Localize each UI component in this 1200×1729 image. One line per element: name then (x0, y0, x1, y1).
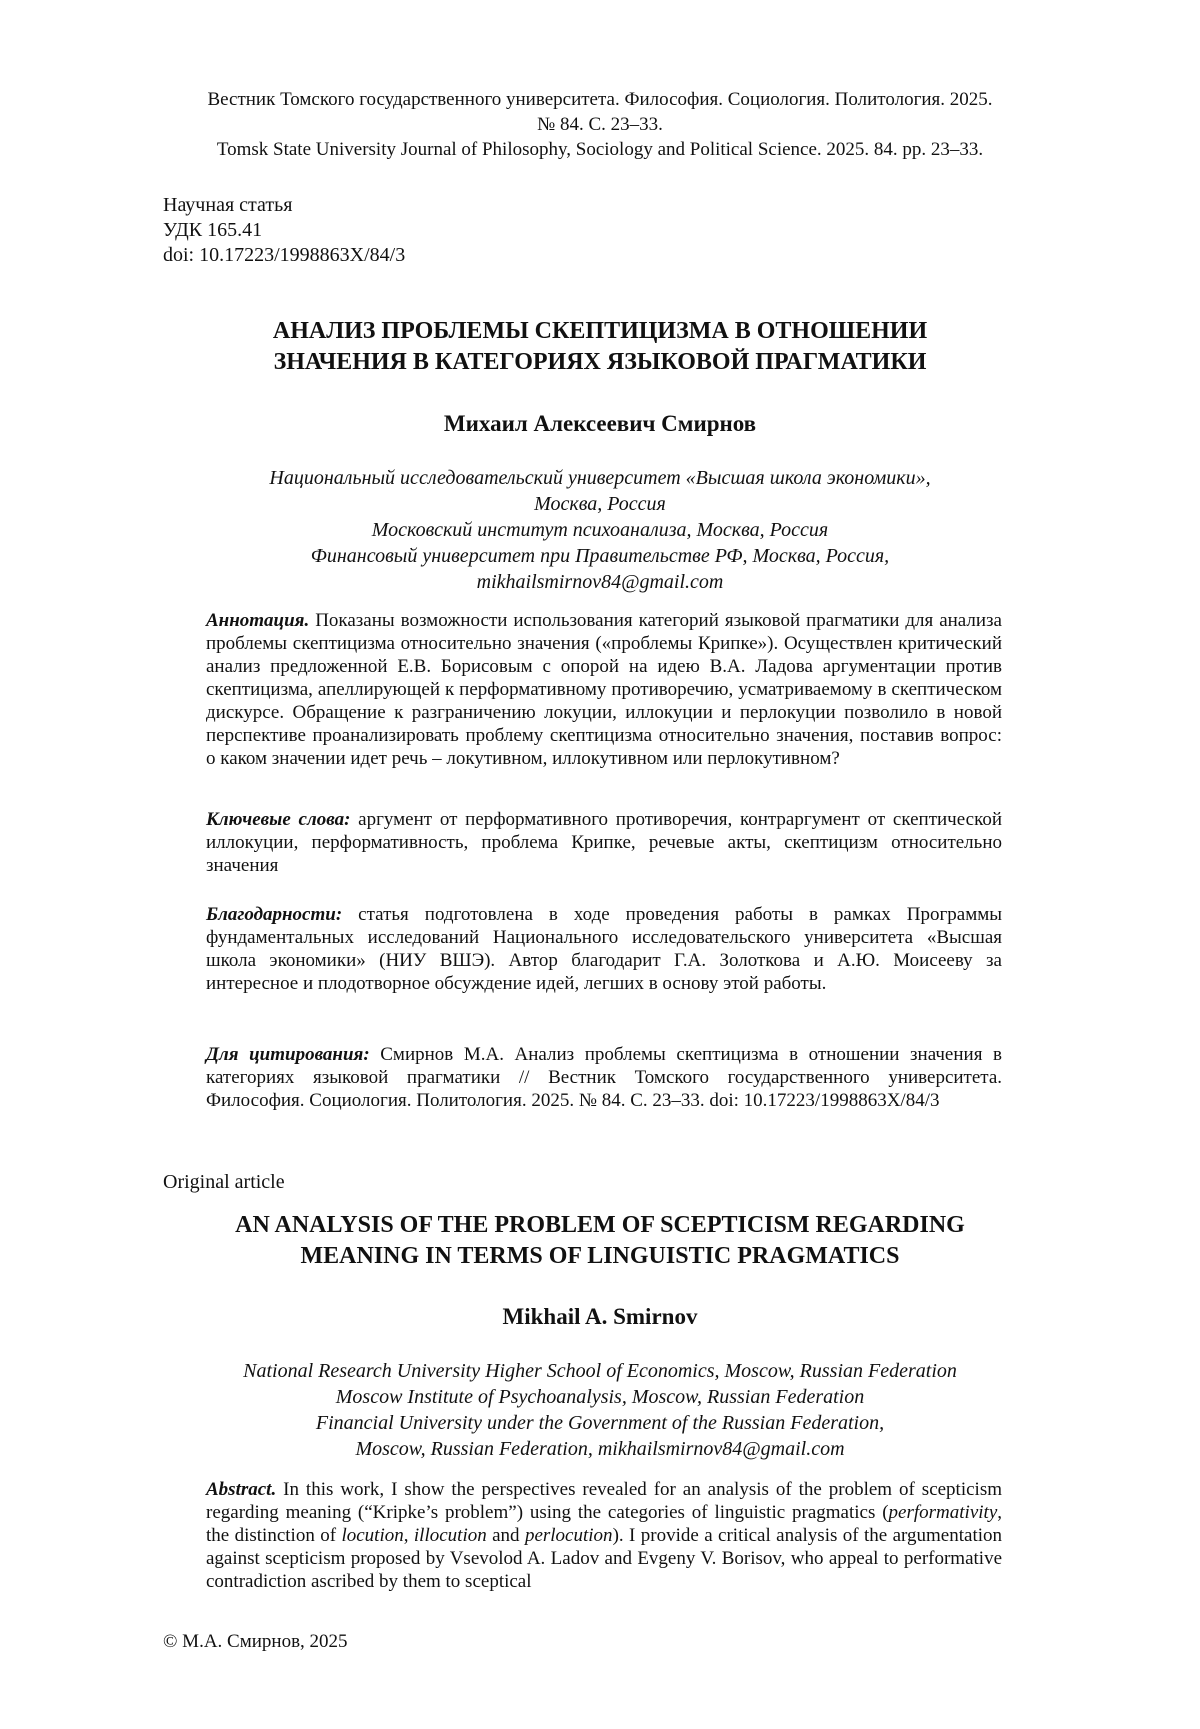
acknowledgements-ru (206, 903, 1002, 995)
affiliation-en-2: Moscow Institute of Psychoanalysis, Moscow, Russian Federation (335, 1386, 865, 1408)
keywords-ru-label: Ключевые слова: (206, 809, 351, 830)
title-ru-line2: ЗНАЧЕНИЯ В КАТЕГОРИЯХ ЯЗЫКОВОЙ ПРАГМАТИКИ (273, 349, 927, 375)
affiliation-en-1: National Research University Higher School of Economics, Moscow, Russian Federation (243, 1360, 957, 1382)
term-performativity: performativity (888, 1502, 998, 1523)
term-illocution: illocution (413, 1525, 487, 1546)
article-meta (163, 193, 405, 268)
citation-ru (206, 1043, 1002, 1112)
keywords-ru-text: аргумент от перформативного противоречия, контраргумент от скептической иллокуции, перформативность, проблема Крипке, речевые акты, скептицизм относительно значения (206, 809, 1002, 876)
udc-code: УДК 165.41 (163, 219, 263, 241)
journal-header (100, 87, 1100, 162)
term-perlocution: perlocution (524, 1525, 613, 1546)
title-en-line1: AN ANALYSIS OF THE PROBLEM OF SCEPTICISM REGARDING (235, 1212, 965, 1238)
article-type-ru: Научная статья (163, 194, 293, 216)
citation-ru-label: Для цитирования: (206, 1044, 370, 1065)
affiliation-en-4: Moscow, Russian Federation, mikhailsmirnov84@gmail.com (355, 1438, 845, 1460)
copyright-notice: © М.А. Смирнов, 2025 (163, 1631, 348, 1652)
abstract-en-text-4: and (486, 1525, 525, 1546)
title-ru (130, 316, 1070, 378)
affiliations-ru (200, 465, 1000, 595)
email-ru[interactable]: mikhailsmirnov84@gmail.com (476, 571, 724, 593)
author-ru: Михаил Алексеевич Смирнов (443, 411, 757, 436)
title-en-line2: MEANING IN TERMS OF LINGUISTIC PRAGMATICS (300, 1243, 900, 1269)
affiliations-en (180, 1358, 1020, 1462)
abstract-en-text-3: , (403, 1525, 414, 1546)
affiliation-ru-4: Финансовый университет при Правительстве РФ, Москва, Россия, (310, 545, 890, 567)
keywords-ru (206, 808, 1002, 877)
journal-issue: № 84. С. 23–33. (537, 114, 663, 135)
abstract-ru-text: Показаны возможности использования категорий языковой прагматики для анализа проблемы скептицизма относительно значения («проблемы Крипке»). Осуществлен критический анализ предложенной Е.В. Борисовым с опорой на идею В.А. Ладова аргументации против скептицизма, апеллирующей к перформативному противоречию, усматриваемому в скептическом дискурсе. Обращение к разграничению локуции, иллокуции и перлокуции позволило в новой перспективе проанализировать проблему скептицизма относительно значения, поставив вопрос: о каком значении идет речь – локутивном, иллокутивном или перлокутивном? (206, 610, 1002, 769)
journal-line-ru: Вестник Томского государственного университета. Философия. Социология. Политология. 2025. (207, 89, 993, 110)
title-en (130, 1210, 1070, 1272)
abstract-en (206, 1478, 1002, 1593)
title-ru-line1: АНАЛИЗ ПРОБЛЕМЫ СКЕПТИЦИЗМА В ОТНОШЕНИИ (272, 318, 928, 344)
citation-ru-text: Смирнов М.А. Анализ проблемы скептицизма в отношении значения в категориях языковой прагматики // Вестник Томского государственного университета. Философия. Социология. Политология. 2025. № 84. С. 23–33. doi: 10.17223/1998863X/84/3 (206, 1044, 1002, 1111)
abstract-ru-label: Аннотация. (206, 610, 310, 631)
acknowledgements-ru-label: Благодарности: (206, 904, 343, 925)
abstract-en-text-5: ). I provide a critical analysis of the argumentation against scepticism proposed by Vsevolod A. Ladov and Evgeny V. Borisov, who appeal to performative contradiction ascribed by them to sceptical (206, 1525, 1002, 1592)
doi-link[interactable]: doi: 10.17223/1998863X/84/3 (163, 244, 406, 266)
affiliation-en-3: Financial University under the Government of the Russian Federation, (315, 1412, 885, 1434)
author-en: Mikhail A. Smirnov (502, 1304, 698, 1329)
journal-line-en: Tomsk State University Journal of Philosophy, Sociology and Political Science. 2025. 84. pp. 23–33. (216, 139, 984, 160)
acknowledgements-ru-text: статья подготовлена в ходе проведения работы в рамках Программы фундаментальных исследований Национального исследовательского университета «Высшая школа экономики» (НИУ ВШЭ). Автор благодарит Г.А. Золоткова и А.Ю. Моисееву за интересное и плодотворное обсуждение идей, легших в основу этой работы. (206, 904, 1003, 994)
abstract-en-text-1: In this work, I show the perspectives revealed for an analysis of the problem of scepticism regarding meaning (“Kripke’s problem”) using the categories of linguistic pragmatics ( (206, 1479, 1002, 1523)
article-type-en: Original article (163, 1171, 285, 1193)
affiliation-ru-2: Москва, Россия (534, 493, 666, 515)
term-locution: locution (341, 1525, 404, 1546)
affiliation-ru-1: Национальный исследовательский университет «Высшая школа экономики», (269, 467, 931, 489)
affiliation-ru-3: Московский институт психоанализа, Москва, Россия (371, 519, 829, 541)
abstract-en-text-2: , the distinction of (206, 1502, 1002, 1546)
abstract-ru (206, 609, 1002, 770)
abstract-en-label: Abstract. (206, 1479, 277, 1500)
